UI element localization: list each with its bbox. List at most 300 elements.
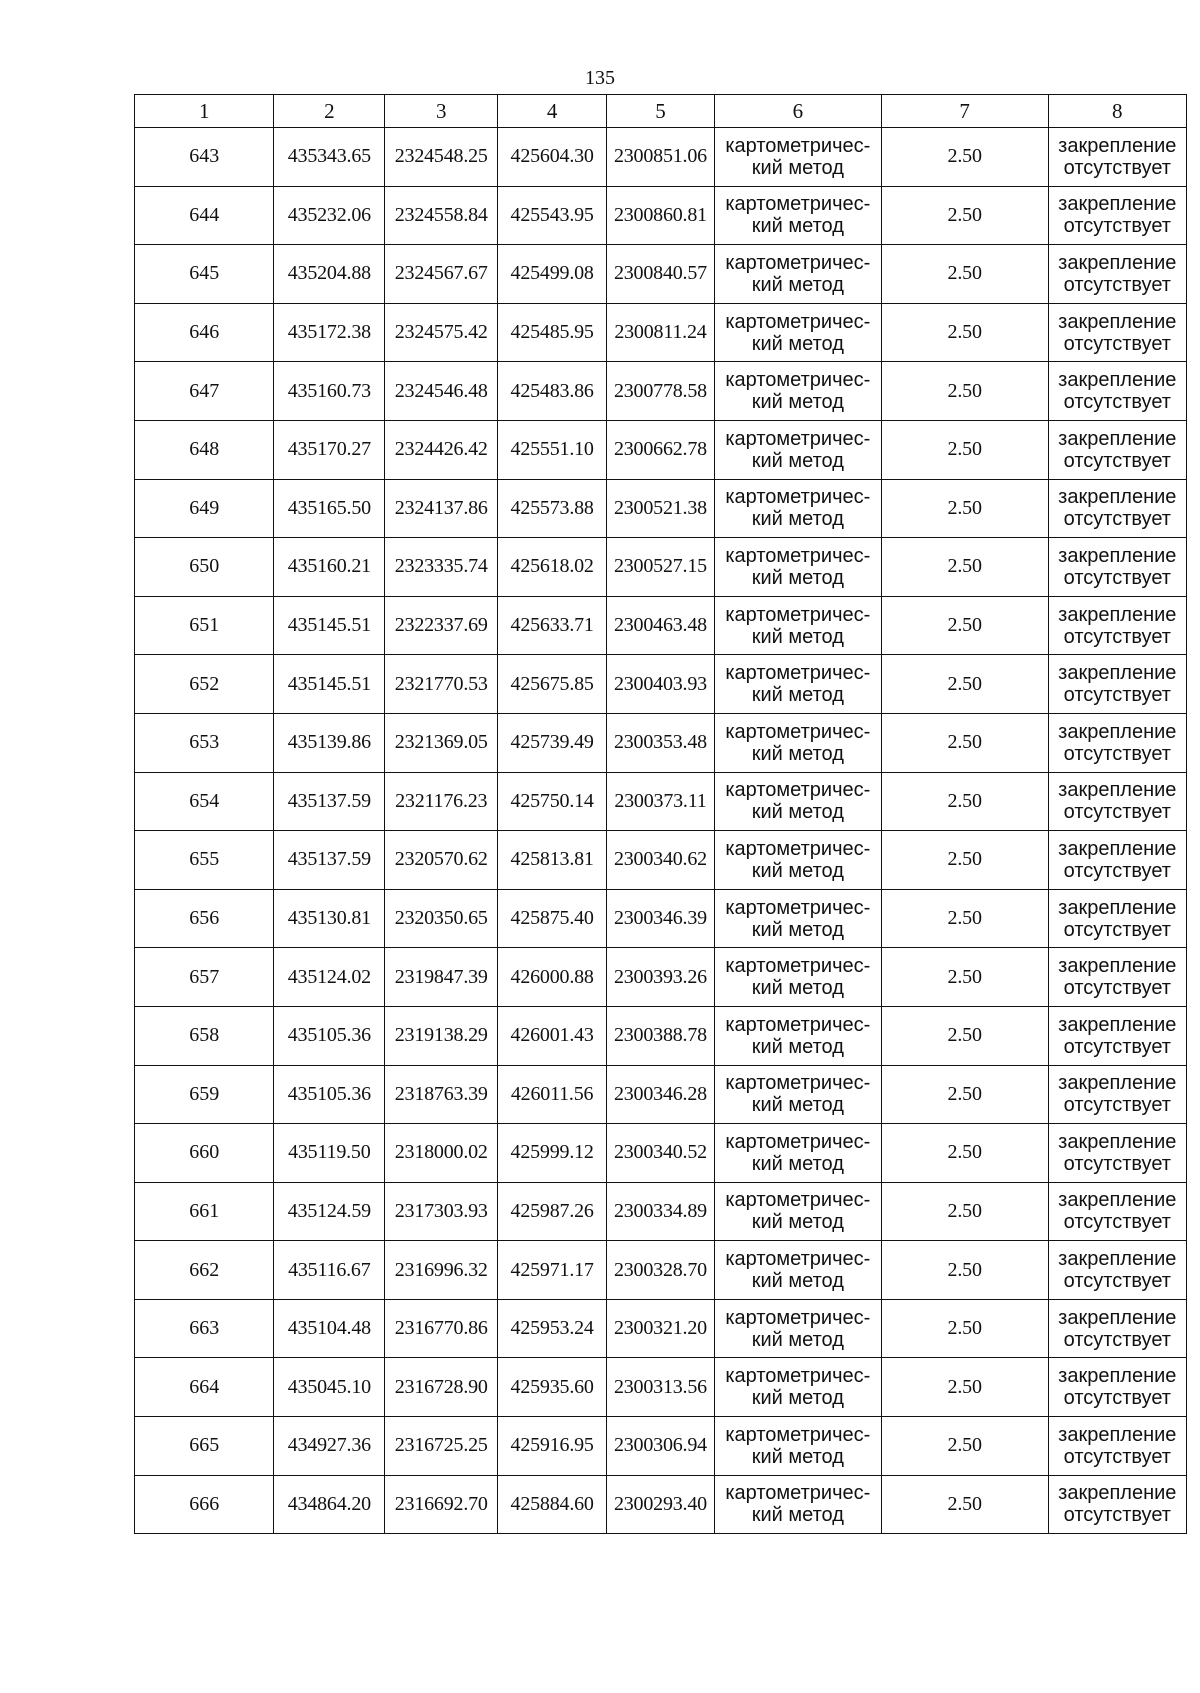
coord-cell-col5: 2300313.56: [607, 1358, 715, 1417]
method-cell: [714, 1299, 881, 1358]
coord-cell-col2: 435119.50: [274, 1124, 385, 1183]
table-row: [135, 479, 1187, 538]
header-cell-5: 5: [607, 95, 715, 128]
accuracy-cell: 2.50: [881, 948, 1048, 1007]
coord-cell-col3: 2322337.69: [385, 596, 498, 655]
fixation-cell: [1048, 713, 1186, 772]
method-cell: [714, 420, 881, 479]
coord-cell-col4: 425573.88: [498, 479, 607, 538]
point-number-cell: 650: [135, 538, 274, 597]
fixation-text-line1: закрепление: [1058, 603, 1177, 626]
method-text-line1: картометричес-: [725, 251, 871, 274]
fixation-text-line2: отсутствует: [1063, 801, 1171, 824]
point-number-cell: 654: [135, 772, 274, 831]
coord-cell-col4: 425551.10: [498, 420, 607, 479]
coord-cell-col5: 2300521.38: [607, 479, 715, 538]
fixation-cell: [1048, 538, 1186, 597]
method-cell: [714, 1065, 881, 1124]
page-number: 135: [585, 67, 615, 89]
table-row: [135, 303, 1187, 362]
coord-cell-col5: 2300851.06: [607, 128, 715, 187]
point-number-cell: 660: [135, 1124, 274, 1183]
method-text-line1: картометричес-: [725, 1365, 871, 1388]
table-row: [135, 245, 1187, 304]
coord-cell-col3: 2321770.53: [385, 655, 498, 714]
fixation-text-line2: отсутствует: [1063, 332, 1171, 355]
coord-cell-col4: 425633.71: [498, 596, 607, 655]
fixation-text-line2: отсутствует: [1063, 918, 1171, 941]
coord-cell-col5: 2300340.62: [607, 831, 715, 890]
coord-cell-col4: 425953.24: [498, 1299, 607, 1358]
coord-cell-col5: 2300340.52: [607, 1124, 715, 1183]
point-number-cell: 646: [135, 303, 274, 362]
table-body: [135, 128, 1187, 1534]
accuracy-cell: 2.50: [881, 1299, 1048, 1358]
accuracy-cell: 2.50: [881, 538, 1048, 597]
accuracy-cell: 2.50: [881, 1006, 1048, 1065]
table-row: [135, 655, 1187, 714]
fixation-text-line1: закрепление: [1058, 1013, 1177, 1036]
coord-cell-col4: 425604.30: [498, 128, 607, 187]
point-number-cell: 664: [135, 1358, 274, 1417]
table-row: [135, 1065, 1187, 1124]
coord-cell-col3: 2316728.90: [385, 1358, 498, 1417]
coord-cell-col3: 2324548.25: [385, 128, 498, 187]
coord-cell-col2: 435170.27: [274, 420, 385, 479]
coord-cell-col4: 426000.88: [498, 948, 607, 1007]
coord-cell-col3: 2316692.70: [385, 1475, 498, 1534]
table-row: [135, 186, 1187, 245]
method-cell: [714, 1358, 881, 1417]
fixation-text-line2: отсутствует: [1063, 684, 1171, 707]
coord-cell-col5: 2300463.48: [607, 596, 715, 655]
fixation-text-line1: закрепление: [1058, 779, 1177, 802]
point-number-cell: 659: [135, 1065, 274, 1124]
method-cell: [714, 655, 881, 714]
method-text-line1: картометричес-: [725, 896, 871, 919]
fixation-text-line1: закрепление: [1058, 310, 1177, 333]
fixation-text-line2: отсутствует: [1063, 977, 1171, 1000]
method-text-line2: кий метод: [751, 1387, 844, 1410]
table-row: [135, 1241, 1187, 1300]
coord-cell-col5: 2300373.11: [607, 772, 715, 831]
header-cell-7: 7: [881, 95, 1048, 128]
coord-cell-col5: 2300346.28: [607, 1065, 715, 1124]
coord-cell-col3: 2324575.42: [385, 303, 498, 362]
fixation-text-line2: отсутствует: [1063, 1035, 1171, 1058]
coord-cell-col2: 435137.59: [274, 772, 385, 831]
coord-cell-col5: 2300778.58: [607, 362, 715, 421]
method-text-line2: кий метод: [751, 156, 844, 179]
accuracy-cell: 2.50: [881, 479, 1048, 538]
coord-cell-col5: 2300403.93: [607, 655, 715, 714]
header-row: [135, 95, 1187, 128]
method-cell: [714, 831, 881, 890]
coord-cell-col2: 435124.02: [274, 948, 385, 1007]
fixation-cell: [1048, 245, 1186, 304]
method-text-line1: картометричес-: [725, 1482, 871, 1505]
method-text-line1: картометричес-: [725, 544, 871, 567]
method-text-line1: картометричес-: [725, 427, 871, 450]
coord-cell-col2: 435160.21: [274, 538, 385, 597]
point-number-cell: 656: [135, 889, 274, 948]
coord-cell-col5: 2300321.20: [607, 1299, 715, 1358]
fixation-cell: [1048, 303, 1186, 362]
accuracy-cell: 2.50: [881, 1417, 1048, 1476]
coord-cell-col4: 426001.43: [498, 1006, 607, 1065]
point-number-cell: 666: [135, 1475, 274, 1534]
coord-cell-col3: 2321176.23: [385, 772, 498, 831]
fixation-cell: [1048, 479, 1186, 538]
coord-cell-col2: 435105.36: [274, 1006, 385, 1065]
coord-cell-col4: 425999.12: [498, 1124, 607, 1183]
method-cell: [714, 362, 881, 421]
fixation-text-line2: отсутствует: [1063, 1270, 1171, 1293]
accuracy-cell: 2.50: [881, 889, 1048, 948]
coord-cell-col4: 425675.85: [498, 655, 607, 714]
method-cell: [714, 1475, 881, 1534]
coord-cell-col5: 2300811.24: [607, 303, 715, 362]
coord-cell-col5: 2300527.15: [607, 538, 715, 597]
coord-cell-col4: 425499.08: [498, 245, 607, 304]
coord-cell-col3: 2324558.84: [385, 186, 498, 245]
fixation-cell: [1048, 1417, 1186, 1476]
fixation-text-line1: закрепление: [1058, 1423, 1177, 1446]
coord-cell-col2: 435343.65: [274, 128, 385, 187]
fixation-text-line1: закрепление: [1058, 251, 1177, 274]
method-text-line1: картометричес-: [725, 603, 871, 626]
accuracy-cell: 2.50: [881, 362, 1048, 421]
coord-cell-col2: 435104.48: [274, 1299, 385, 1358]
fixation-cell: [1048, 1358, 1186, 1417]
point-number-cell: 643: [135, 128, 274, 187]
method-text-line2: кий метод: [751, 742, 844, 765]
point-number-cell: 655: [135, 831, 274, 890]
header-cell-1: 1: [135, 95, 274, 128]
accuracy-cell: 2.50: [881, 128, 1048, 187]
fixation-text-line2: отсутствует: [1063, 742, 1171, 765]
coord-cell-col3: 2318763.39: [385, 1065, 498, 1124]
method-text-line1: картометричес-: [725, 662, 871, 685]
method-text-line1: картометричес-: [725, 1072, 871, 1095]
table-row: [135, 362, 1187, 421]
fixation-text-line1: закрепление: [1058, 662, 1177, 685]
fixation-cell: [1048, 596, 1186, 655]
fixation-text-line2: отсутствует: [1063, 1445, 1171, 1468]
table-row: [135, 596, 1187, 655]
method-text-line2: кий метод: [751, 684, 844, 707]
point-number-cell: 662: [135, 1241, 274, 1300]
accuracy-cell: 2.50: [881, 1358, 1048, 1417]
fixation-text-line2: отсутствует: [1063, 508, 1171, 531]
fixation-cell: [1048, 772, 1186, 831]
method-text-line2: кий метод: [751, 977, 844, 1000]
fixation-text-line2: отсутствует: [1063, 1211, 1171, 1234]
method-text-line2: кий метод: [751, 391, 844, 414]
fixation-text-line2: отсутствует: [1063, 566, 1171, 589]
point-number-cell: 661: [135, 1182, 274, 1241]
accuracy-cell: 2.50: [881, 1065, 1048, 1124]
coord-cell-col4: 425618.02: [498, 538, 607, 597]
coord-cell-col4: 425971.17: [498, 1241, 607, 1300]
method-text-line2: кий метод: [751, 1094, 844, 1117]
method-cell: [714, 772, 881, 831]
method-text-line1: картометричес-: [725, 1013, 871, 1036]
coord-cell-col4: 425875.40: [498, 889, 607, 948]
point-number-cell: 647: [135, 362, 274, 421]
table-row: [135, 538, 1187, 597]
coord-cell-col5: 2300346.39: [607, 889, 715, 948]
fixation-text-line2: отсутствует: [1063, 449, 1171, 472]
method-cell: [714, 1124, 881, 1183]
table-row: [135, 1182, 1187, 1241]
fixation-text-line1: закрепление: [1058, 544, 1177, 567]
method-text-line2: кий метод: [751, 801, 844, 824]
coord-cell-col4: 425483.86: [498, 362, 607, 421]
fixation-text-line1: закрепление: [1058, 193, 1177, 216]
header-cell-8: 8: [1048, 95, 1186, 128]
coord-cell-col2: 435130.81: [274, 889, 385, 948]
accuracy-cell: 2.50: [881, 186, 1048, 245]
method-text-line1: картометричес-: [725, 1130, 871, 1153]
fixation-cell: [1048, 1241, 1186, 1300]
coord-cell-col3: 2324546.48: [385, 362, 498, 421]
fixation-cell: [1048, 362, 1186, 421]
fixation-text-line1: закрепление: [1058, 837, 1177, 860]
fixation-text-line2: отсутствует: [1063, 273, 1171, 296]
accuracy-cell: 2.50: [881, 1182, 1048, 1241]
table-row: [135, 831, 1187, 890]
accuracy-cell: 2.50: [881, 596, 1048, 655]
table-row: [135, 1006, 1187, 1065]
coord-cell-col4: 425750.14: [498, 772, 607, 831]
fixation-cell: [1048, 420, 1186, 479]
method-text-line2: кий метод: [751, 332, 844, 355]
table-row: [135, 1124, 1187, 1183]
fixation-cell: [1048, 1475, 1186, 1534]
method-text-line2: кий метод: [751, 1504, 844, 1527]
method-cell: [714, 948, 881, 1007]
fixation-cell: [1048, 1065, 1186, 1124]
method-cell: [714, 1182, 881, 1241]
method-cell: [714, 128, 881, 187]
fixation-text-line2: отсутствует: [1063, 1504, 1171, 1527]
table-row: [135, 889, 1187, 948]
coord-cell-col2: 434864.20: [274, 1475, 385, 1534]
fixation-cell: [1048, 948, 1186, 1007]
fixation-text-line1: закрепление: [1058, 427, 1177, 450]
table-row: [135, 772, 1187, 831]
method-cell: [714, 1241, 881, 1300]
point-number-cell: 651: [135, 596, 274, 655]
coord-cell-col5: 2300393.26: [607, 948, 715, 1007]
method-text-line1: картометричес-: [725, 1189, 871, 1212]
method-text-line2: кий метод: [751, 859, 844, 882]
method-cell: [714, 538, 881, 597]
coord-cell-col4: 425813.81: [498, 831, 607, 890]
coord-cell-col2: 435204.88: [274, 245, 385, 304]
fixation-text-line2: отсутствует: [1063, 859, 1171, 882]
table-row: [135, 1475, 1187, 1534]
fixation-text-line1: закрепление: [1058, 134, 1177, 157]
fixation-text-line1: закрепление: [1058, 1482, 1177, 1505]
coord-cell-col4: 425935.60: [498, 1358, 607, 1417]
method-cell: [714, 303, 881, 362]
fixation-text-line1: закрепление: [1058, 1072, 1177, 1095]
fixation-cell: [1048, 1299, 1186, 1358]
point-number-cell: 649: [135, 479, 274, 538]
coord-cell-col3: 2323335.74: [385, 538, 498, 597]
point-number-cell: 652: [135, 655, 274, 714]
table-row: [135, 948, 1187, 1007]
header-cell-4: 4: [498, 95, 607, 128]
fixation-cell: [1048, 1124, 1186, 1183]
coord-cell-col4: 425739.49: [498, 713, 607, 772]
method-text-line2: кий метод: [751, 449, 844, 472]
coord-cell-col4: 425884.60: [498, 1475, 607, 1534]
fixation-text-line1: закрепление: [1058, 720, 1177, 743]
accuracy-cell: 2.50: [881, 772, 1048, 831]
table-row: [135, 128, 1187, 187]
method-cell: [714, 596, 881, 655]
point-number-cell: 657: [135, 948, 274, 1007]
coord-cell-col3: 2321369.05: [385, 713, 498, 772]
coord-cell-col3: 2316770.86: [385, 1299, 498, 1358]
fixation-cell: [1048, 655, 1186, 714]
coord-cell-col4: 425916.95: [498, 1417, 607, 1476]
coord-cell-col3: 2316725.25: [385, 1417, 498, 1476]
accuracy-cell: 2.50: [881, 831, 1048, 890]
accuracy-cell: 2.50: [881, 713, 1048, 772]
coord-cell-col5: 2300353.48: [607, 713, 715, 772]
coord-cell-col2: 435145.51: [274, 596, 385, 655]
accuracy-cell: 2.50: [881, 1475, 1048, 1534]
coord-cell-col5: 2300840.57: [607, 245, 715, 304]
coord-cell-col2: 435165.50: [274, 479, 385, 538]
header-cell-6: 6: [714, 95, 881, 128]
fixation-text-line2: отсутствует: [1063, 1094, 1171, 1117]
fixation-text-line1: закрепление: [1058, 486, 1177, 509]
coord-cell-col3: 2324567.67: [385, 245, 498, 304]
method-text-line2: кий метод: [751, 1211, 844, 1234]
method-text-line1: картометричес-: [725, 1248, 871, 1271]
method-text-line2: кий метод: [751, 273, 844, 296]
point-number-cell: 665: [135, 1417, 274, 1476]
fixation-text-line1: закрепление: [1058, 1306, 1177, 1329]
fixation-text-line2: отсутствует: [1063, 156, 1171, 179]
coordinates-table: [134, 94, 1187, 1534]
method-text-line2: кий метод: [751, 1035, 844, 1058]
coord-cell-col5: 2300293.40: [607, 1475, 715, 1534]
method-text-line1: картометричес-: [725, 369, 871, 392]
coord-cell-col2: 435232.06: [274, 186, 385, 245]
fixation-cell: [1048, 889, 1186, 948]
method-cell: [714, 713, 881, 772]
coord-cell-col4: 425485.95: [498, 303, 607, 362]
method-text-line2: кий метод: [751, 215, 844, 238]
method-text-line2: кий метод: [751, 1152, 844, 1175]
fixation-text-line1: закрепление: [1058, 1365, 1177, 1388]
coord-cell-col2: 434927.36: [274, 1417, 385, 1476]
coord-cell-col5: 2300662.78: [607, 420, 715, 479]
coord-cell-col2: 435045.10: [274, 1358, 385, 1417]
accuracy-cell: 2.50: [881, 1124, 1048, 1183]
fixation-text-line1: закрепление: [1058, 896, 1177, 919]
table-row: [135, 1299, 1187, 1358]
fixation-cell: [1048, 831, 1186, 890]
coord-cell-col5: 2300328.70: [607, 1241, 715, 1300]
point-number-cell: 648: [135, 420, 274, 479]
coord-cell-col3: 2320570.62: [385, 831, 498, 890]
fixation-text-line2: отсутствует: [1063, 1387, 1171, 1410]
method-text-line2: кий метод: [751, 918, 844, 941]
point-number-cell: 645: [135, 245, 274, 304]
method-text-line1: картометричес-: [725, 193, 871, 216]
table-row: [135, 713, 1187, 772]
accuracy-cell: 2.50: [881, 1241, 1048, 1300]
coord-cell-col2: 435105.36: [274, 1065, 385, 1124]
method-text-line1: картометричес-: [725, 779, 871, 802]
fixation-text-line1: закрепление: [1058, 1130, 1177, 1153]
coord-cell-col2: 435124.59: [274, 1182, 385, 1241]
method-cell: [714, 245, 881, 304]
method-text-line2: кий метод: [751, 1445, 844, 1468]
coord-cell-col2: 435139.86: [274, 713, 385, 772]
method-text-line2: кий метод: [751, 1328, 844, 1351]
coord-cell-col4: 426011.56: [498, 1065, 607, 1124]
fixation-text-line2: отсутствует: [1063, 1152, 1171, 1175]
fixation-text-line1: закрепление: [1058, 1248, 1177, 1271]
accuracy-cell: 2.50: [881, 655, 1048, 714]
coord-cell-col5: 2300388.78: [607, 1006, 715, 1065]
fixation-text-line2: отсутствует: [1063, 215, 1171, 238]
coord-cell-col5: 2300306.94: [607, 1417, 715, 1476]
method-text-line1: картометричес-: [725, 955, 871, 978]
coord-cell-col3: 2316996.32: [385, 1241, 498, 1300]
coord-cell-col3: 2319847.39: [385, 948, 498, 1007]
method-cell: [714, 479, 881, 538]
coord-cell-col5: 2300334.89: [607, 1182, 715, 1241]
coord-cell-col3: 2317303.93: [385, 1182, 498, 1241]
coord-cell-col2: 435116.67: [274, 1241, 385, 1300]
table-row: [135, 1358, 1187, 1417]
fixation-cell: [1048, 186, 1186, 245]
table-header: [135, 95, 1187, 128]
method-text-line2: кий метод: [751, 1270, 844, 1293]
accuracy-cell: 2.50: [881, 420, 1048, 479]
point-number-cell: 644: [135, 186, 274, 245]
coord-cell-col5: 2300860.81: [607, 186, 715, 245]
point-number-cell: 658: [135, 1006, 274, 1065]
coord-cell-col2: 435172.38: [274, 303, 385, 362]
header-cell-3: 3: [385, 95, 498, 128]
coord-cell-col4: 425987.26: [498, 1182, 607, 1241]
method-text-line1: картометричес-: [725, 1423, 871, 1446]
table-row: [135, 1417, 1187, 1476]
method-cell: [714, 186, 881, 245]
fixation-cell: [1048, 1182, 1186, 1241]
fixation-text-line2: отсутствует: [1063, 1328, 1171, 1351]
fixation-cell: [1048, 1006, 1186, 1065]
method-cell: [714, 889, 881, 948]
fixation-text-line2: отсутствует: [1063, 391, 1171, 414]
method-text-line1: картометричес-: [725, 310, 871, 333]
method-text-line1: картометричес-: [725, 134, 871, 157]
method-text-line2: кий метод: [751, 508, 844, 531]
method-text-line2: кий метод: [751, 625, 844, 648]
method-text-line1: картометричес-: [725, 486, 871, 509]
method-text-line1: картометричес-: [725, 1306, 871, 1329]
